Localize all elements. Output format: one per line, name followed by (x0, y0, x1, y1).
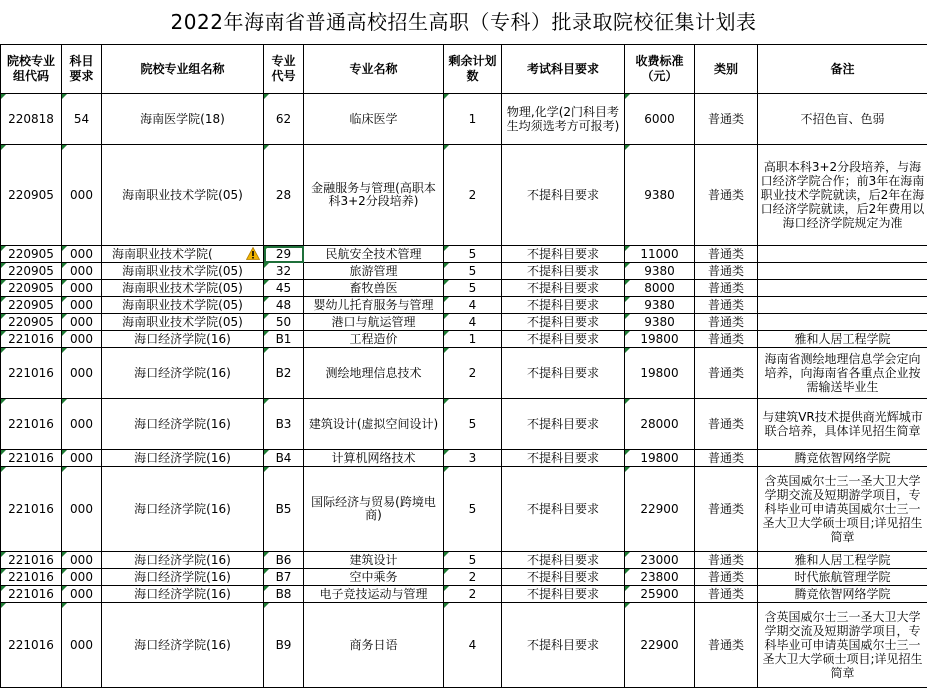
cell-fee[interactable]: 28000 (625, 399, 695, 450)
cell-remaining[interactable]: 5 (444, 552, 502, 569)
cell-subject-req[interactable]: 000 (62, 569, 102, 586)
cell-major-code[interactable]: 29 (264, 246, 304, 263)
cell-major-name[interactable]: 电子竞技运动与管理 (304, 586, 444, 603)
cell-group-name[interactable]: 海口经济学院(16) (102, 348, 264, 399)
cell-notes[interactable]: 含英国威尔士三一圣大卫大学学期交流及短期游学项目，专科毕业可申请英国威尔士三一圣大卫大学硕士项目;详见招生简章 (758, 467, 927, 552)
cell-major-name[interactable]: 空中乘务 (304, 569, 444, 586)
cell-exam-subjects[interactable]: 不提科目要求 (502, 297, 625, 314)
cell-major-name[interactable]: 建筑设计 (304, 552, 444, 569)
cell-exam-subjects[interactable]: 不提科目要求 (502, 450, 625, 467)
cell-fee[interactable]: 6000 (625, 94, 695, 145)
cell-exam-subjects[interactable]: 不提科目要求 (502, 552, 625, 569)
cell-group-code[interactable]: 221016 (1, 467, 62, 552)
page-title: 2022年海南省普通高校招生高职（专科）批录取院校征集计划表 (170, 10, 757, 34)
cell-major-code[interactable]: B8 (264, 586, 304, 603)
cell-group-name[interactable] (102, 246, 264, 263)
cell-remaining[interactable]: 5 (444, 263, 502, 280)
cell-fee[interactable]: 8000 (625, 280, 695, 297)
cell-exam-subjects[interactable]: 不提科目要求 (502, 263, 625, 280)
cell-notes[interactable] (758, 314, 927, 331)
cell-major-code[interactable]: B7 (264, 569, 304, 586)
cell-remaining[interactable]: 5 (444, 280, 502, 297)
table-row[interactable] (1, 348, 927, 399)
cell-category[interactable]: 普通类 (695, 586, 758, 603)
cell-major-code[interactable]: B4 (264, 450, 304, 467)
cell-group-code[interactable]: 221016 (1, 569, 62, 586)
cell-exam-subjects[interactable]: 不提科目要求 (502, 569, 625, 586)
cell-major-name[interactable]: 计算机网络技术 (304, 450, 444, 467)
cell-major-name[interactable]: 国际经济与贸易(跨境电商) (304, 467, 444, 552)
cell-remaining[interactable]: 1 (444, 94, 502, 145)
cell-remaining[interactable]: 2 (444, 145, 502, 246)
cell-group-code[interactable]: 220905 (1, 280, 62, 297)
cell-exam-subjects[interactable]: 不提科目要求 (502, 467, 625, 552)
cell-notes[interactable]: 含英国威尔士三一圣大卫大学学期交流及短期游学项目，专科毕业可申请英国威尔士三一圣大卫大学硕士项目;详见招生简章 (758, 603, 927, 688)
cell-major-name[interactable]: 婴幼儿托育服务与管理 (304, 297, 444, 314)
cell-subject-req[interactable]: 000 (62, 348, 102, 399)
cell-exam-subjects[interactable]: 不提科目要求 (502, 145, 625, 246)
cell-fee[interactable]: 22900 (625, 603, 695, 688)
cell-group-name-text: 海南职业技术学院( (112, 246, 213, 261)
cell-notes[interactable] (758, 297, 927, 314)
cell-major-code[interactable]: B6 (264, 552, 304, 569)
cell-subject-req[interactable]: 000 (62, 297, 102, 314)
cell-major-name[interactable]: 旅游管理 (304, 263, 444, 280)
cell-group-name[interactable]: 海口经济学院(16) (102, 603, 264, 688)
cell-group-code[interactable]: 220818 (1, 94, 62, 145)
table-row[interactable] (1, 603, 927, 688)
table-row[interactable] (1, 569, 927, 586)
cell-group-name[interactable]: 海口经济学院(16) (102, 467, 264, 552)
cell-exam-subjects[interactable]: 不提科目要求 (502, 246, 625, 263)
cell-major-code[interactable]: 48 (264, 297, 304, 314)
cell-category[interactable]: 普通类 (695, 603, 758, 688)
cell-category[interactable]: 普通类 (695, 552, 758, 569)
cell-subject-req[interactable]: 000 (62, 314, 102, 331)
cell-category[interactable]: 普通类 (695, 399, 758, 450)
table-row[interactable] (1, 331, 927, 348)
cell-group-name[interactable]: 海口经济学院(16) (102, 552, 264, 569)
cell-exam-subjects[interactable]: 不提科目要求 (502, 603, 625, 688)
table-row[interactable] (1, 246, 927, 263)
cell-remaining[interactable]: 5 (444, 467, 502, 552)
header-group-code: 院校专业组代码 (1, 45, 62, 94)
cell-exam-subjects[interactable]: 不提科目要求 (502, 280, 625, 297)
cell-subject-req[interactable]: 000 (62, 145, 102, 246)
cell-remaining[interactable]: 2 (444, 569, 502, 586)
cell-fee[interactable]: 9380 (625, 314, 695, 331)
table-row[interactable] (1, 314, 927, 331)
cell-major-code[interactable]: 45 (264, 280, 304, 297)
cell-major-code[interactable]: 62 (264, 94, 304, 145)
cell-category[interactable]: 普通类 (695, 94, 758, 145)
cell-subject-req[interactable]: 000 (62, 263, 102, 280)
cell-major-code[interactable]: B2 (264, 348, 304, 399)
cell-major-name[interactable]: 港口与航运管理 (304, 314, 444, 331)
table-row[interactable] (1, 263, 927, 280)
cell-group-name[interactable]: 海南职业技术学院(05) (102, 263, 264, 280)
cell-remaining[interactable]: 4 (444, 603, 502, 688)
cell-category[interactable]: 普通类 (695, 331, 758, 348)
cell-exam-subjects[interactable]: 不提科目要求 (502, 586, 625, 603)
cell-group-code[interactable]: 220905 (1, 297, 62, 314)
cell-group-code[interactable]: 221016 (1, 450, 62, 467)
cell-major-name[interactable]: 金融服务与管理(高职本科3+2分段培养) (304, 145, 444, 246)
cell-remaining[interactable]: 4 (444, 314, 502, 331)
cell-subject-req[interactable]: 000 (62, 586, 102, 603)
cell-group-code[interactable]: 220905 (1, 263, 62, 280)
cell-group-name[interactable]: 海口经济学院(16) (102, 399, 264, 450)
cell-notes[interactable]: 海南省测绘地理信息学会定向培养，向海南省各重点企业按需输送毕业生 (758, 348, 927, 399)
header-group-name: 院校专业组名称 (102, 45, 264, 94)
cell-subject-req[interactable]: 000 (62, 450, 102, 467)
header-notes: 备注 (758, 45, 927, 94)
cell-major-name[interactable]: 商务日语 (304, 603, 444, 688)
cell-subject-req[interactable]: 54 (62, 94, 102, 145)
table-row[interactable] (1, 586, 927, 603)
cell-subject-req[interactable]: 000 (62, 246, 102, 263)
cell-notes[interactable]: 与建筑VR技术提供商光辉城市联合培养，具体详见招生简章 (758, 399, 927, 450)
cell-fee[interactable]: 25900 (625, 586, 695, 603)
cell-notes[interactable]: 腾竞依智网络学院 (758, 450, 927, 467)
table-row[interactable] (1, 467, 927, 552)
cell-category[interactable]: 普通类 (695, 348, 758, 399)
cell-group-code[interactable]: 221016 (1, 331, 62, 348)
header-exam-subjects: 考试科目要求 (502, 45, 625, 94)
header-row (1, 45, 927, 94)
cell-remaining[interactable]: 1 (444, 331, 502, 348)
cell-major-code[interactable]: 28 (264, 145, 304, 246)
cell-notes[interactable]: 雅和人居工程学院 (758, 331, 927, 348)
table-row[interactable] (1, 399, 927, 450)
cell-fee[interactable]: 9380 (625, 263, 695, 280)
cell-fee[interactable]: 22900 (625, 467, 695, 552)
cell-major-code[interactable]: B9 (264, 603, 304, 688)
cell-major-code[interactable]: B5 (264, 467, 304, 552)
cell-exam-subjects[interactable]: 物理,化学(2门科目考生均须选考方可报考) (502, 94, 625, 145)
cell-group-code[interactable]: 221016 (1, 348, 62, 399)
cell-remaining[interactable]: 3 (444, 450, 502, 467)
cell-fee[interactable]: 23000 (625, 552, 695, 569)
cell-subject-req[interactable]: 000 (62, 399, 102, 450)
cell-fee[interactable]: 19800 (625, 348, 695, 399)
cell-notes[interactable]: 高职本科3+2分段培养，与海口经济学院合作；前3年在海南职业技术学院就读，后2年在海口经济学院就读，后2年费用以海口经济学院规定为准 (758, 145, 927, 246)
table-row[interactable] (1, 297, 927, 314)
cell-notes[interactable] (758, 246, 927, 263)
cell-fee[interactable]: 9380 (625, 145, 695, 246)
cell-group-code[interactable]: 220905 (1, 145, 62, 246)
cell-group-name[interactable]: 海南职业技术学院(05) (102, 145, 264, 246)
table-row[interactable] (1, 552, 927, 569)
cell-major-name[interactable]: 畜牧兽医 (304, 280, 444, 297)
header-subject-req: 科目要求 (62, 45, 102, 94)
cell-notes[interactable] (758, 263, 927, 280)
cell-group-code[interactable]: 221016 (1, 399, 62, 450)
cell-category[interactable]: 普通类 (695, 314, 758, 331)
header-major-code: 专业代号 (264, 45, 304, 94)
cell-major-code[interactable]: B3 (264, 399, 304, 450)
recruitment-plan-table (0, 44, 927, 688)
cell-notes[interactable]: 雅和人居工程学院 (758, 552, 927, 569)
cell-category[interactable]: 普通类 (695, 246, 758, 263)
cell-major-code[interactable]: 32 (264, 263, 304, 280)
cell-group-code[interactable]: 220905 (1, 246, 62, 263)
cell-group-name[interactable]: 海南职业技术学院(05) (102, 297, 264, 314)
cell-exam-subjects[interactable]: 不提科目要求 (502, 314, 625, 331)
table-row[interactable] (1, 280, 927, 297)
cell-group-code[interactable]: 220905 (1, 314, 62, 331)
cell-fee[interactable]: 19800 (625, 450, 695, 467)
table-row[interactable] (1, 450, 927, 467)
cell-major-name[interactable]: 民航安全技术管理 (304, 246, 444, 263)
cell-subject-req[interactable]: 000 (62, 331, 102, 348)
cell-notes[interactable]: 腾竞依智网络学院 (758, 586, 927, 603)
cell-category[interactable]: 普通类 (695, 450, 758, 467)
cell-group-name[interactable]: 海南医学院(18) (102, 94, 264, 145)
cell-category[interactable]: 普通类 (695, 263, 758, 280)
cell-fee[interactable]: 19800 (625, 331, 695, 348)
cell-subject-req[interactable]: 000 (62, 467, 102, 552)
cell-group-name[interactable]: 海口经济学院(16) (102, 569, 264, 586)
cell-category[interactable]: 普通类 (695, 569, 758, 586)
cell-major-name[interactable]: 工程造价 (304, 331, 444, 348)
cell-group-code[interactable]: 221016 (1, 586, 62, 603)
cell-notes[interactable] (758, 280, 927, 297)
cell-category[interactable]: 普通类 (695, 297, 758, 314)
cell-remaining[interactable]: 2 (444, 586, 502, 603)
cell-remaining[interactable]: 5 (444, 399, 502, 450)
header-major-name: 专业名称 (304, 45, 444, 94)
table-row[interactable] (1, 94, 927, 145)
cell-remaining[interactable]: 5 (444, 246, 502, 263)
cell-category[interactable]: 普通类 (695, 467, 758, 552)
table-row[interactable] (1, 145, 927, 246)
cell-major-code[interactable]: B1 (264, 331, 304, 348)
cell-subject-req[interactable]: 000 (62, 280, 102, 297)
cell-major-name[interactable]: 测绘地理信息技术 (304, 348, 444, 399)
header-fee: 收费标准（元） (625, 45, 695, 94)
cell-exam-subjects[interactable]: 不提科目要求 (502, 331, 625, 348)
cell-group-name[interactable]: 海口经济学院(16) (102, 586, 264, 603)
cell-subject-req[interactable]: 000 (62, 603, 102, 688)
cell-notes[interactable]: 不招色盲、色弱 (758, 94, 927, 145)
cell-subject-req[interactable]: 000 (62, 552, 102, 569)
cell-exam-subjects[interactable]: 不提科目要求 (502, 348, 625, 399)
cell-exam-subjects[interactable]: 不提科目要求 (502, 399, 625, 450)
cell-major-code[interactable]: 50 (264, 314, 304, 331)
cell-group-code[interactable]: 221016 (1, 603, 62, 688)
cell-category[interactable]: 普通类 (695, 280, 758, 297)
warning-icon[interactable] (246, 247, 260, 260)
cell-group-code[interactable]: 221016 (1, 552, 62, 569)
header-remaining: 剩余计划数 (444, 45, 502, 94)
cell-group-name[interactable]: 海口经济学院(16) (102, 450, 264, 467)
cell-group-name[interactable]: 海南职业技术学院(05) (102, 314, 264, 331)
cell-group-name[interactable]: 海口经济学院(16) (102, 331, 264, 348)
cell-remaining[interactable]: 2 (444, 348, 502, 399)
cell-major-name[interactable]: 建筑设计(虚拟空间设计) (304, 399, 444, 450)
cell-major-name[interactable]: 临床医学 (304, 94, 444, 145)
cell-category[interactable]: 普通类 (695, 145, 758, 246)
cell-fee[interactable]: 9380 (625, 297, 695, 314)
cell-fee[interactable]: 23800 (625, 569, 695, 586)
header-category: 类别 (695, 45, 758, 94)
cell-group-name[interactable]: 海南职业技术学院(05) (102, 280, 264, 297)
cell-fee[interactable]: 11000 (625, 246, 695, 263)
cell-remaining[interactable]: 4 (444, 297, 502, 314)
cell-notes[interactable]: 时代旅航管理学院 (758, 569, 927, 586)
